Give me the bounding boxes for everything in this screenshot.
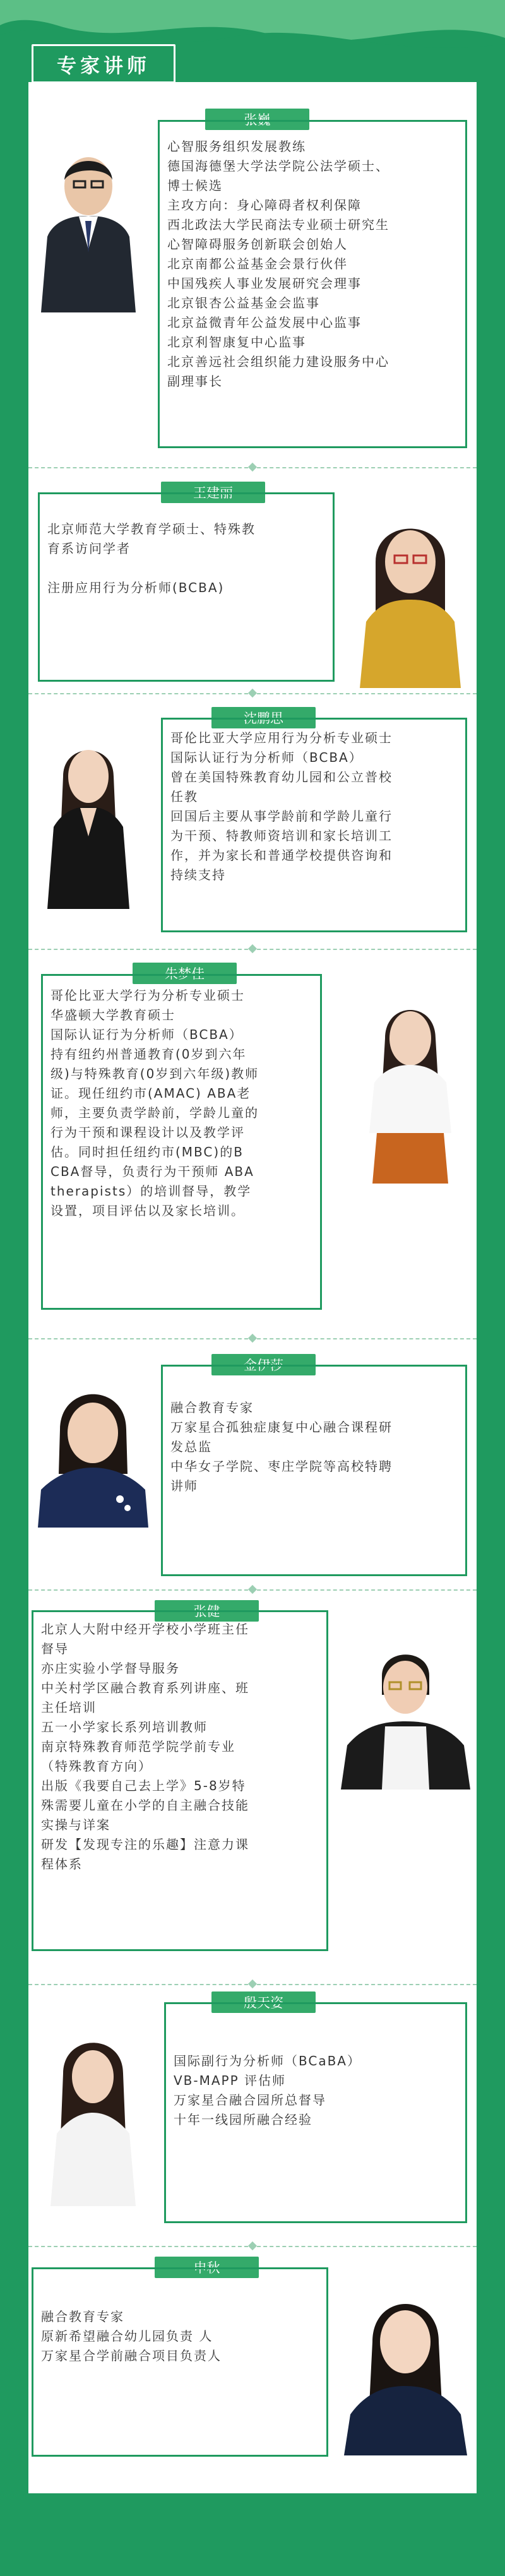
bio-line: 心智服务组织发展教练	[167, 139, 306, 154]
bio-line: 中华女子学院、枣庄学院等高校特聘	[170, 1459, 393, 1474]
bio-line: 北京南都公益基金会景行伙伴	[167, 256, 348, 271]
bio-line: therapists）的培训督导，教学	[50, 1184, 252, 1199]
bio-line: 国际副行为分析师（BCaBA）	[174, 2053, 361, 2069]
expert-profile	[28, 1344, 477, 1584]
bio-line: 十年一线园所融合经验	[174, 2112, 312, 2127]
bio-line: VB-MAPP 评估师	[174, 2073, 287, 2088]
expert-name-tag: 申秋	[155, 2257, 259, 2278]
bio-line: 华盛顿大学教育硕士	[50, 1007, 175, 1023]
bio-line: 北京善远社会组织能力建设服务中心	[167, 354, 389, 369]
bio-line: 博士候选	[167, 178, 223, 193]
bio-line: 万家星合学前融合项目负责人	[41, 2348, 222, 2363]
expert-photo	[338, 1638, 473, 1790]
bio-line: 融合教育专家	[41, 2309, 124, 2324]
bio-line	[47, 559, 325, 578]
expert-photo	[41, 2023, 145, 2206]
bio-line: 估。同时担任纽约市(MBC)的B	[50, 1144, 244, 1160]
bio-line: 行为干预和课程设计以及教学评	[50, 1125, 245, 1140]
bio-line: 为干预、特教师资培训和家长培训工	[170, 828, 393, 843]
divider-diamond	[248, 1979, 257, 1988]
bio-line: 出版《我要自己去上学》5-8岁特	[41, 1778, 246, 1793]
bio-line: 中关村学区融合教育系列讲座、班	[41, 1680, 249, 1695]
bio-line: 实操与详案	[41, 1817, 110, 1832]
bio-line: 万家星合孤独症康复中心融合课程研	[170, 1420, 393, 1435]
expert-profile	[28, 1594, 477, 1973]
bio-line: 程体系	[41, 1856, 83, 1872]
bio-line: 国际认证行为分析师（BCBA）	[50, 1027, 243, 1042]
bio-line: 原新希望融合幼儿园负责 人	[41, 2329, 213, 2344]
bio-line: 证。现任纽约市(AMAC) ABA老	[50, 1086, 251, 1101]
bio-line: 五一小学家长系列培训教师	[41, 1719, 208, 1735]
bio-line: 融合教育专家	[170, 1400, 254, 1415]
bio-line: 师，主要负责学龄前，学龄儿童的	[50, 1105, 259, 1120]
bio-line: 殊需要儿童在小学的自主融合技能	[41, 1798, 249, 1813]
bio-line: CBA督导，负责行为干预师 ABA	[50, 1164, 254, 1179]
bio-line: 北京利智康复中心监事	[167, 335, 306, 350]
bio-line: 回国后主要从事学龄前和学龄儿童行	[170, 809, 393, 824]
bio-line: 副理事长	[167, 374, 223, 389]
expert-bio-box	[41, 974, 322, 1310]
expert-profile	[28, 697, 477, 944]
experts-panel	[28, 82, 477, 2493]
expert-photo	[32, 1373, 155, 1528]
divider-diamond	[248, 2241, 257, 2250]
bio-line: 曾在美国特殊教育幼儿园和公立普校	[170, 769, 393, 785]
bio-line: 北京师范大学教育学硕士、特殊教	[47, 521, 256, 537]
bio-line: 注册应用行为分析师(BCBA)	[47, 580, 225, 595]
divider-diamond	[248, 944, 257, 953]
section-title: 专家讲师	[32, 44, 175, 83]
expert-photo	[357, 988, 464, 1184]
bio-line: 持续支持	[170, 867, 226, 882]
expert-bio-box	[32, 1610, 328, 1951]
bio-line: 发总监	[170, 1439, 212, 1454]
expert-name-tag: 朱梦佳	[133, 963, 237, 984]
bio-line: 国际认证行为分析师（BCBA）	[170, 750, 363, 765]
expert-bio-box	[161, 718, 467, 932]
expert-name-tag: 沈鹏思	[211, 707, 316, 728]
expert-photo	[338, 2279, 473, 2455]
divider-diamond	[248, 463, 257, 472]
bio-line: 北京益微青年公益发展中心监事	[167, 315, 362, 330]
expert-name-tag: 王建丽	[161, 482, 265, 503]
bio-line: 任教	[170, 789, 198, 804]
bio-line: （特殊教育方向）	[41, 1759, 152, 1774]
expert-profile	[28, 2253, 477, 2481]
bio-line: 南京特殊教育师范学院学前专业	[41, 1739, 235, 1754]
bio-line: 德国海德堡大学法学院公法学硕士、	[167, 158, 389, 174]
bio-line: 育系访问学者	[47, 541, 131, 556]
expert-name-tag: 张健	[155, 1600, 259, 1622]
bio-line: 中国残疾人事业发展研究会理事	[167, 276, 362, 291]
bio-line: 督导	[41, 1641, 69, 1656]
bio-line: 主任培训	[41, 1700, 97, 1715]
expert-bio-box	[32, 2267, 328, 2457]
bio-line: 心智障碍服务创新联会创始人	[167, 237, 348, 252]
expert-photo	[35, 142, 142, 312]
expert-bio-box	[164, 2002, 467, 2223]
bio-line: 万家星合融合园所总督导	[174, 2092, 326, 2108]
expert-photo	[41, 726, 136, 909]
bio-line: 北京人大附中经开学校小学班主任	[41, 1622, 249, 1637]
bio-line: 亦庄实验小学督导服务	[41, 1661, 180, 1676]
bio-line: 西北政法大学民商法专业硕士研究生	[167, 217, 389, 232]
expert-bio-box	[158, 120, 467, 448]
expert-name-tag: 金伊莎	[211, 1354, 316, 1375]
bio-line: 哥伦比亚大学行为分析专业硕士	[50, 988, 245, 1003]
expert-profile	[28, 1988, 477, 2228]
footer-band	[0, 2493, 505, 2576]
bio-line: 讲师	[170, 1478, 198, 1493]
expert-photo	[350, 499, 470, 688]
bio-line: 作，并为家长和普通学校提供咨询和	[170, 848, 393, 863]
bio-line: 北京银杏公益基金会监事	[167, 295, 320, 311]
expert-bio-box	[38, 492, 335, 682]
bio-line: 持有纽约州普通教育(0岁到六年	[50, 1047, 247, 1062]
bio-line: 主攻方向：身心障碍者权利保障	[167, 198, 362, 213]
expert-profile	[28, 82, 477, 461]
expert-name-tag: 殷天姿	[211, 1991, 316, 2013]
bio-line: 哥伦比亚大学应用行为分析专业硕士	[170, 730, 393, 745]
bio-line: 研发【发现专注的乐趣】注意力课	[41, 1837, 249, 1852]
divider-diamond	[248, 1585, 257, 1594]
bio-line: 设置，项目评估以及家长培训。	[50, 1203, 245, 1218]
expert-name-tag: 张巍	[205, 109, 309, 130]
expert-bio-box	[161, 1365, 467, 1576]
bio-line: 级)与特殊教育(0岁到六年级)教师	[50, 1066, 259, 1081]
